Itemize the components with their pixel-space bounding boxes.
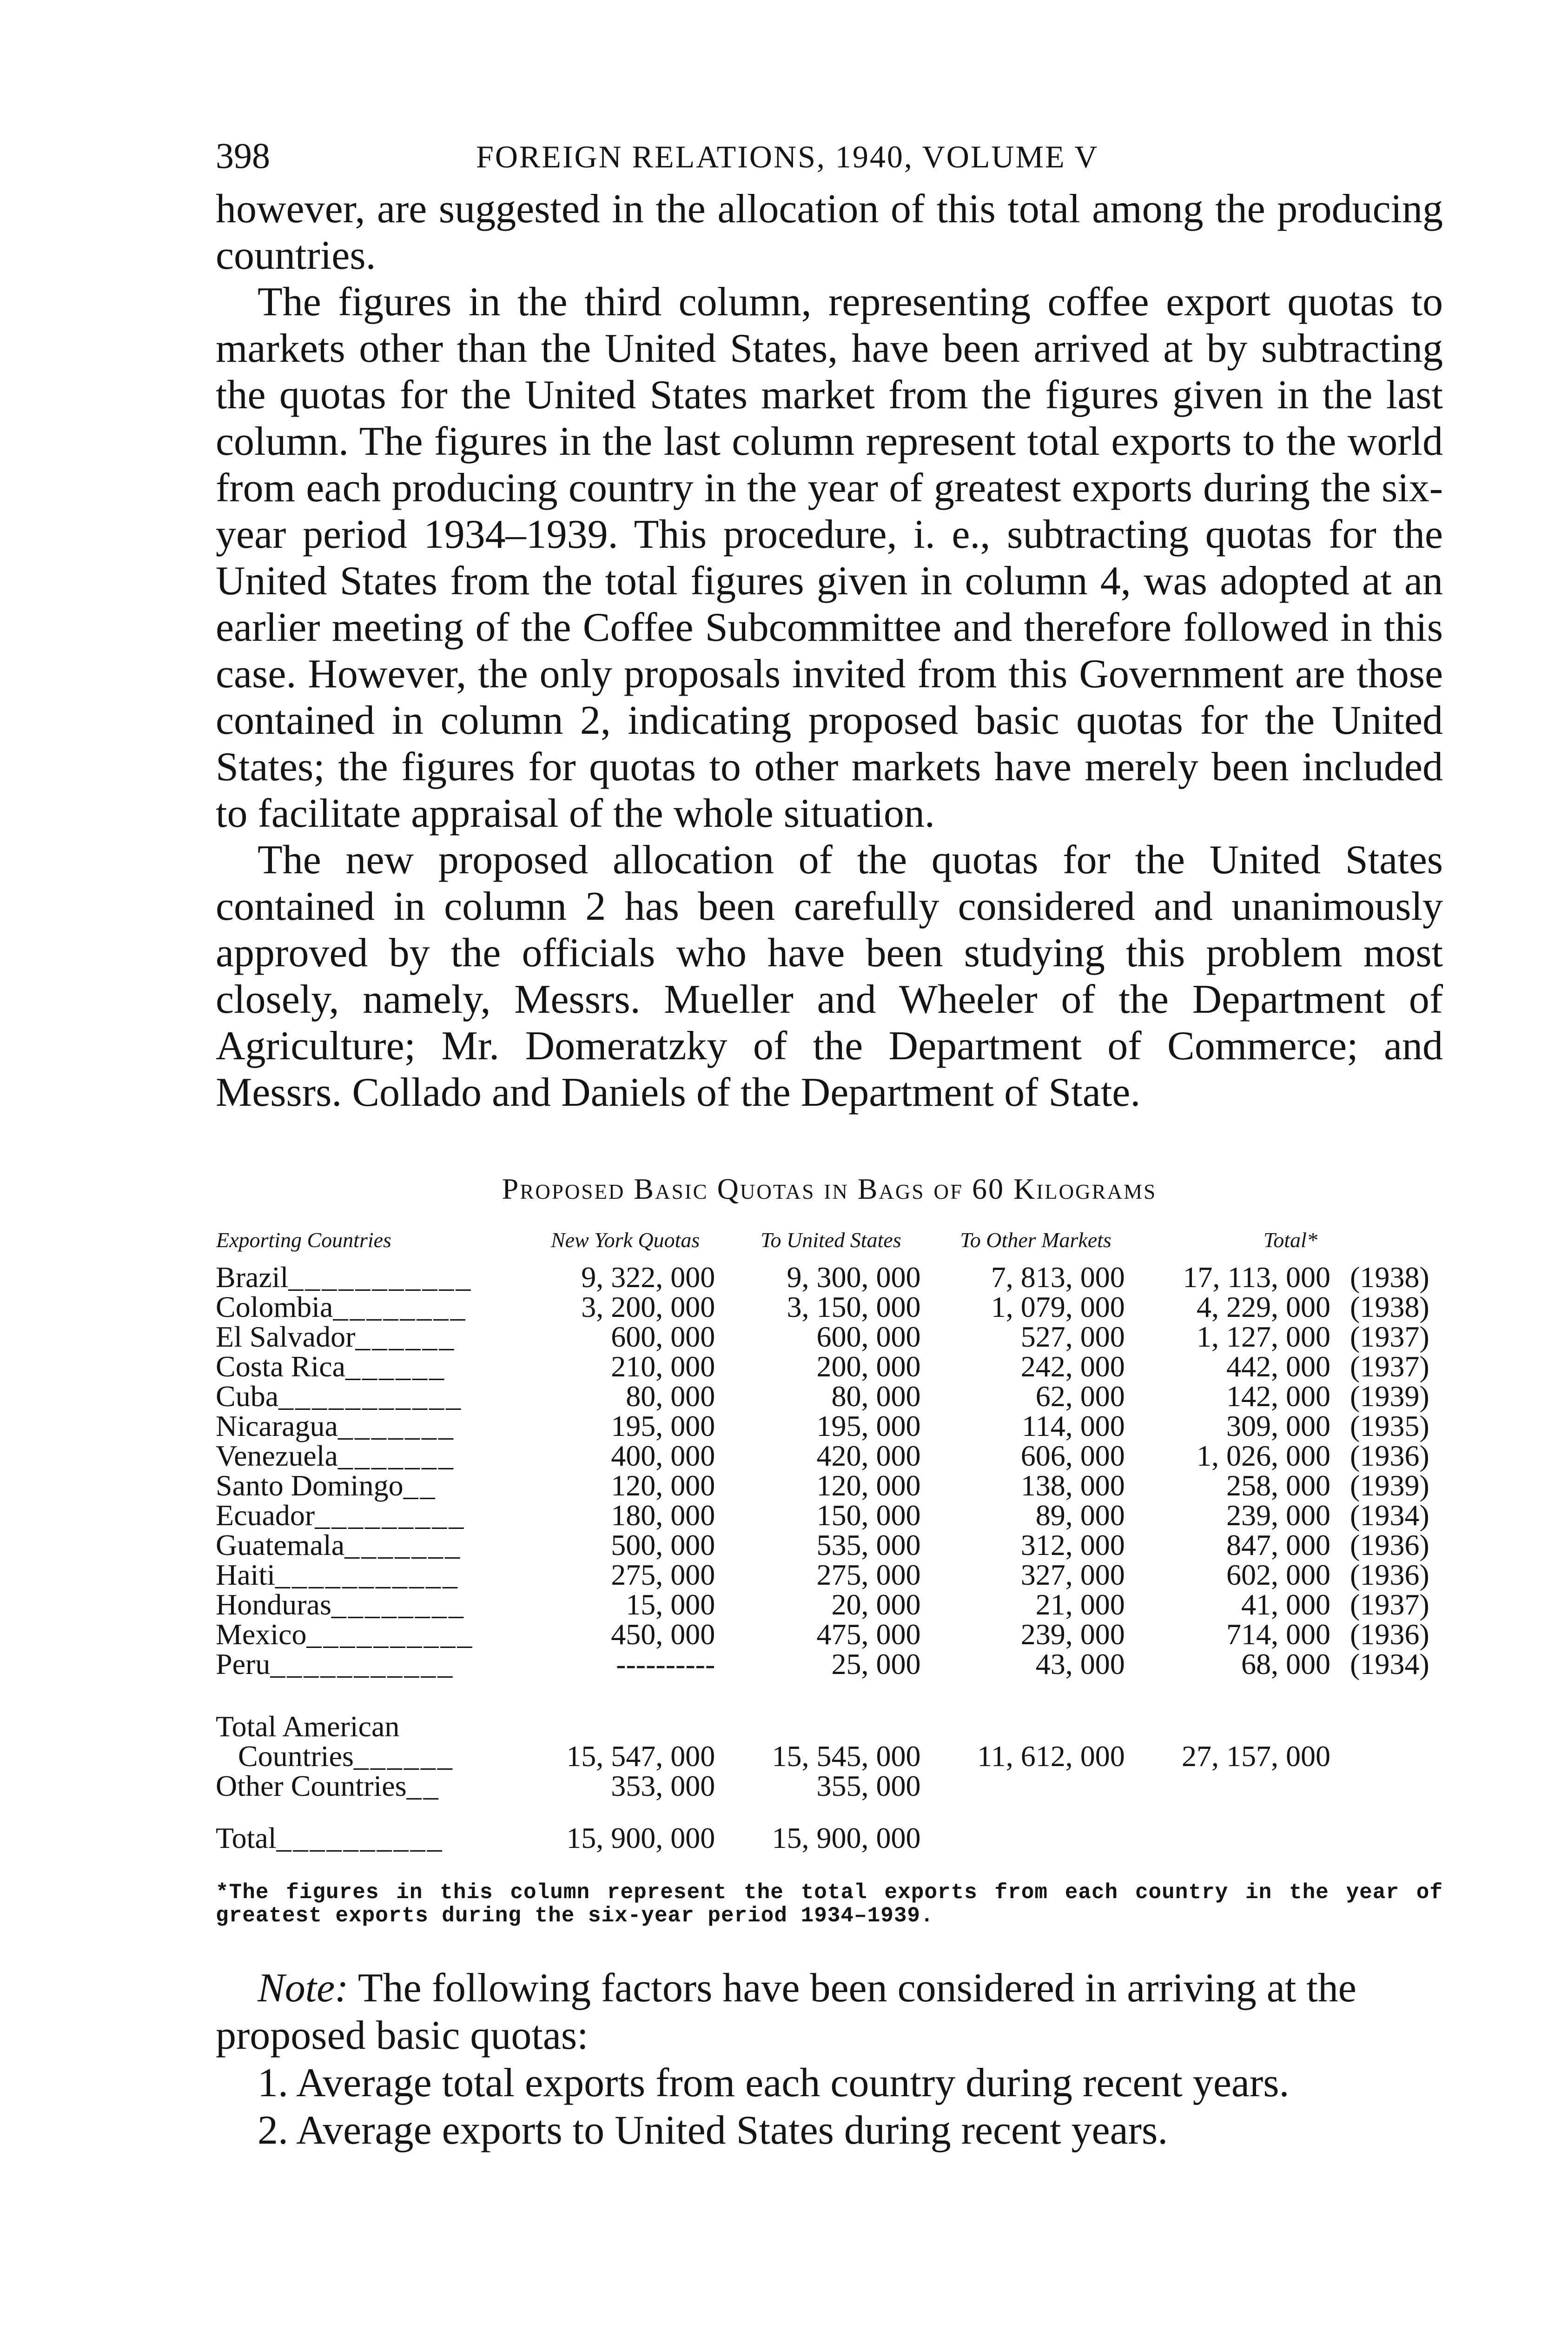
new-york-quota-cell: 80, 000 xyxy=(626,1380,715,1413)
new-york-quota-cell: 180, 000 xyxy=(611,1499,715,1532)
year-cell: (1936) xyxy=(1350,1558,1429,1591)
table-row xyxy=(216,1560,1443,1590)
country-cell: Peru___________ xyxy=(216,1647,455,1681)
country-cell: Brazil___________ xyxy=(216,1261,473,1294)
united-states-cell: 3, 150, 000 xyxy=(787,1290,921,1323)
body-text xyxy=(216,186,1443,1116)
note-list xyxy=(216,2059,1443,2154)
column-header-exporting-countries: Exporting Countries xyxy=(216,1228,391,1252)
table-row xyxy=(216,1352,1443,1382)
note-label: Note: xyxy=(258,1966,349,2011)
table-spacer xyxy=(216,1801,1443,1823)
table-caption: Proposed Basic Quotas in Bags of 60 Kilograms xyxy=(502,1172,1157,1205)
new-york-quota-cell: 210, 000 xyxy=(611,1350,715,1383)
year-cell: (1937) xyxy=(1350,1320,1429,1353)
running-title: FOREIGN RELATIONS, 1940, VOLUME V xyxy=(476,139,1099,174)
united-states-cell: 535, 000 xyxy=(816,1528,921,1561)
total-cell: 258, 000 xyxy=(1226,1469,1330,1502)
total-cell: 142, 000 xyxy=(1226,1380,1330,1413)
new-york-quota-cell: 500, 000 xyxy=(611,1528,715,1561)
total-cell: 27, 157, 000 xyxy=(1182,1740,1330,1773)
country-cell: Santo Domingo__ xyxy=(216,1469,437,1502)
other-markets-cell: 1, 079, 000 xyxy=(991,1290,1125,1323)
country-cell: Honduras________ xyxy=(216,1588,465,1621)
country-cell: Countries______ xyxy=(238,1740,454,1773)
year-cell: (1936) xyxy=(1350,1618,1429,1651)
table-spacer xyxy=(216,1679,1443,1712)
total-cell: 847, 000 xyxy=(1226,1528,1330,1561)
country-cell: Haiti___________ xyxy=(216,1558,459,1591)
other-markets-cell: 239, 000 xyxy=(1020,1618,1125,1651)
total-cell: 17, 113, 000 xyxy=(1183,1261,1330,1294)
other-markets-cell: 138, 000 xyxy=(1020,1469,1125,1502)
total-cell: 1, 026, 000 xyxy=(1197,1439,1330,1472)
united-states-cell: 9, 300, 000 xyxy=(787,1261,921,1294)
united-states-cell: 25, 000 xyxy=(831,1647,921,1681)
total-cell: 442, 000 xyxy=(1226,1350,1330,1383)
table-row xyxy=(216,1441,1443,1471)
grand-total-row xyxy=(216,1823,1443,1853)
table-row xyxy=(216,1620,1443,1649)
running-head xyxy=(216,135,1443,186)
new-york-quota-cell: 120, 000 xyxy=(611,1469,715,1502)
united-states-cell: 355, 000 xyxy=(816,1769,921,1802)
paragraph-continuation: however, are suggested in the allocation of this total among the producing countries. xyxy=(216,186,1443,278)
new-york-quota-cell: 400, 000 xyxy=(611,1439,715,1472)
year-cell: (1937) xyxy=(1350,1588,1429,1621)
year-cell: (1937) xyxy=(1350,1350,1429,1383)
paragraph: The figures in the third column, representing coffee export quotas to markets other than the United States, have been arrived at by subtracting the quotas for the United States market from the figures given in the last column. The figures in the last column represent total exports to the world from each producing country in the year of greatest exports during the six-year period 1934–1939. This procedure, i. e., subtracting quotas for the United States from the total figures given in column 4, was adopted at an earlier meeting of the Coffee Subcommittee and therefore followed in this case. However, the only proposals invited from this Government are those contained in column 2, indicating proposed basic quotas for the United States; the figures for quotas to other markets have merely been included to facilitate appraisal of the whole situation. xyxy=(216,279,1443,836)
united-states-cell: 15, 900, 000 xyxy=(772,1821,921,1854)
other-countries-row xyxy=(216,1771,1443,1801)
new-york-quota-cell: 3, 200, 000 xyxy=(581,1290,715,1323)
country-cell: Venezuela_______ xyxy=(216,1439,455,1472)
table-row xyxy=(216,1471,1443,1501)
total-american-row xyxy=(216,1741,1443,1771)
other-markets-cell: 11, 612, 000 xyxy=(977,1740,1125,1773)
table-row xyxy=(216,1530,1443,1560)
note-intro xyxy=(216,1965,1443,2059)
new-york-quota-cell: 275, 000 xyxy=(611,1558,715,1591)
country-cell: Mexico__________ xyxy=(216,1618,474,1651)
total-american-label: Total American xyxy=(216,1710,400,1743)
united-states-cell: 80, 000 xyxy=(831,1380,921,1413)
new-york-quota-cell: 9, 322, 000 xyxy=(581,1261,715,1294)
list-item: 2. Average exports to United States during recent years. xyxy=(258,2108,1168,2153)
list-item: 1. Average total exports from each country during recent years. xyxy=(258,2060,1290,2106)
total-cell: 68, 000 xyxy=(1241,1647,1330,1681)
year-cell: (1934) xyxy=(1350,1647,1429,1681)
new-york-quota-cell: 600, 000 xyxy=(611,1320,715,1353)
total-cell: 4, 229, 000 xyxy=(1197,1290,1330,1323)
total-cell: 602, 000 xyxy=(1226,1558,1330,1591)
column-header-to-other-markets: To Other Markets xyxy=(960,1228,1111,1252)
united-states-cell: 120, 000 xyxy=(816,1469,921,1502)
other-markets-cell: 43, 000 xyxy=(1035,1647,1125,1681)
table-row xyxy=(216,1501,1443,1530)
country-cell: Colombia________ xyxy=(216,1290,467,1323)
column-header-to-united-states: To United States xyxy=(761,1228,901,1252)
year-cell: (1934) xyxy=(1350,1499,1429,1532)
united-states-cell: 475, 000 xyxy=(816,1618,921,1651)
table-row xyxy=(216,1292,1443,1322)
other-markets-cell: 89, 000 xyxy=(1035,1499,1125,1532)
other-markets-cell: 312, 000 xyxy=(1020,1528,1125,1561)
total-cell: 239, 000 xyxy=(1226,1499,1330,1532)
new-york-quota-cell: 15, 000 xyxy=(626,1588,715,1621)
united-states-cell: 195, 000 xyxy=(816,1409,921,1442)
table-row xyxy=(216,1649,1443,1679)
year-cell: (1938) xyxy=(1350,1261,1429,1294)
year-cell: (1939) xyxy=(1350,1380,1429,1413)
country-cell: El Salvador______ xyxy=(216,1320,456,1353)
year-cell: (1936) xyxy=(1350,1528,1429,1561)
other-markets-cell: 7, 813, 000 xyxy=(991,1261,1125,1294)
new-york-quota-cell: 450, 000 xyxy=(611,1618,715,1651)
country-cell: Cuba___________ xyxy=(216,1380,463,1413)
total-cell: 714, 000 xyxy=(1226,1618,1330,1651)
united-states-cell: 150, 000 xyxy=(816,1499,921,1532)
total-cell: 309, 000 xyxy=(1226,1409,1330,1442)
new-york-quota-cell: ---------- xyxy=(616,1647,715,1681)
other-markets-cell: 114, 000 xyxy=(1022,1409,1125,1442)
country-cell: Ecuador_________ xyxy=(216,1499,466,1532)
note-intro-text: The following factors have been considered in arriving at the proposed basic quotas: xyxy=(216,1966,1356,2058)
country-cell: Other Countries__ xyxy=(216,1769,440,1802)
page-number: 398 xyxy=(216,135,270,176)
note-section xyxy=(216,1965,1443,2154)
country-cell: Nicaragua_______ xyxy=(216,1409,455,1442)
country-cell: Costa Rica______ xyxy=(216,1350,446,1383)
table-body xyxy=(216,1262,1443,1853)
united-states-cell: 20, 000 xyxy=(831,1588,921,1621)
new-york-quota-cell: 195, 000 xyxy=(611,1409,715,1442)
new-york-quota-cell: 15, 547, 000 xyxy=(566,1740,715,1773)
country-cell: Guatemala_______ xyxy=(216,1528,462,1561)
total-cell: 1, 127, 000 xyxy=(1197,1320,1330,1353)
quotas-table xyxy=(216,1225,1443,1853)
year-cell: (1936) xyxy=(1350,1439,1429,1472)
other-markets-cell: 62, 000 xyxy=(1035,1380,1125,1413)
country-cell: Total__________ xyxy=(216,1821,444,1854)
year-cell: (1935) xyxy=(1350,1409,1429,1442)
other-markets-cell: 606, 000 xyxy=(1020,1439,1125,1472)
year-cell: (1939) xyxy=(1350,1469,1429,1502)
united-states-cell: 275, 000 xyxy=(816,1558,921,1591)
paragraph: The new proposed allocation of the quotas for the United States contained in column 2 has been carefully considered and unanimously approved by the officials who have been studying this problem most closely, namely, Messrs. Mueller and Wheeler of the Department of Agriculture; Mr. Domeratzky of the Department of Commerce; and Messrs. Collado and Daniels of the Department of State. xyxy=(216,837,1443,1115)
table-row xyxy=(216,1322,1443,1352)
united-states-cell: 15, 545, 000 xyxy=(772,1740,921,1773)
united-states-cell: 200, 000 xyxy=(816,1350,921,1383)
table-row xyxy=(216,1590,1443,1620)
document-page xyxy=(216,135,1443,2154)
other-markets-cell: 327, 000 xyxy=(1020,1558,1125,1591)
table-row xyxy=(216,1382,1443,1411)
table-row xyxy=(216,1262,1443,1292)
united-states-cell: 420, 000 xyxy=(816,1439,921,1472)
column-header-total: Total* xyxy=(1263,1228,1317,1252)
united-states-cell: 600, 000 xyxy=(816,1320,921,1353)
year-cell: (1938) xyxy=(1350,1290,1429,1323)
other-markets-cell: 21, 000 xyxy=(1035,1588,1125,1621)
other-markets-cell: 242, 000 xyxy=(1020,1350,1125,1383)
total-american-label-row xyxy=(216,1712,1443,1741)
column-header-new-york-quotas: New York Quotas xyxy=(550,1228,700,1252)
new-york-quota-cell: 353, 000 xyxy=(611,1769,715,1802)
table-header-row xyxy=(216,1225,1443,1262)
total-cell: 41, 000 xyxy=(1241,1588,1330,1621)
other-markets-cell: 527, 000 xyxy=(1020,1320,1125,1353)
table-row xyxy=(216,1411,1443,1441)
table-footnote: *The figures in this column represent the total exports from each country in the year of greatest exports during the six-year period 1934–1939. xyxy=(216,1880,1443,1928)
new-york-quota-cell: 15, 900, 000 xyxy=(566,1821,715,1854)
